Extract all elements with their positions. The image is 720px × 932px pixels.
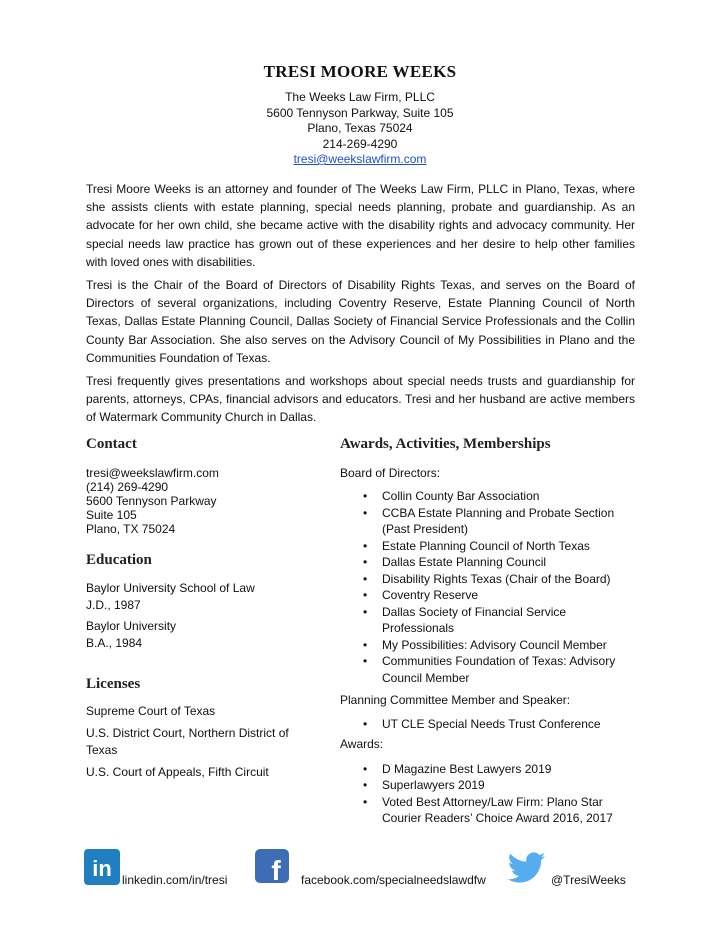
board-list [340, 488, 640, 686]
page-title: TRESI MOORE WEEKS [263, 62, 457, 81]
phone-number: 214-269-4290 [322, 136, 398, 151]
right-column [340, 436, 640, 827]
bio-paragraph: Tresi frequently gives presentations and workshops about special needs trusts and guardianship for parents, attorneys, CPAs, financial advisors and educators. Tresi and her husband are active members of Watermark Community Church in Dallas. [86, 374, 635, 425]
list-item: • CCBA Estate Planning and Probate Section (Past President) [340, 505, 640, 538]
license-item: Supreme Court of Texas [86, 704, 216, 718]
linkedin-link[interactable]: linkedin.com/in/tresi [122, 873, 228, 887]
contact-suite: Suite 105 [86, 508, 137, 522]
header [0, 62, 720, 168]
contact-phone: (214) 269-4290 [86, 480, 169, 494]
twitter-handle[interactable]: @TresiWeeks [551, 873, 626, 887]
contact-city: Plano, TX 75024 [86, 522, 176, 536]
list-item: • Communities Foundation of Texas: Advisory Council Member [340, 653, 640, 686]
facebook-logo-text: f [271, 855, 281, 883]
education-heading: Education [86, 552, 152, 568]
contact-heading: Contact [86, 436, 137, 452]
list-item: • UT CLE Special Needs Trust Conference [340, 716, 640, 733]
list-item: • Dallas Society of Financial Service Professionals [340, 604, 640, 637]
license-item: U.S. District Court, Northern District of Texas [86, 726, 289, 757]
list-item: • Disability Rights Texas (Chair of the Board) [340, 571, 640, 588]
email-link[interactable]: tresi@weekslawfirm.com [293, 152, 427, 166]
twitter-icon[interactable] [508, 852, 546, 884]
board-label: Board of Directors: [340, 466, 441, 480]
list-item: • Voted Best Attorney/Law Firm: Plano Star Courier Readers’ Choice Award 2016, 2017 [340, 794, 640, 827]
list-item: • Superlawyers 2019 [340, 777, 640, 794]
linkedin-logo-text: in [92, 856, 112, 881]
linkedin-icon[interactable] [84, 849, 120, 885]
facebook-icon[interactable] [255, 849, 289, 883]
left-column [86, 436, 316, 781]
list-item: • D Magazine Best Lawyers 2019 [340, 761, 640, 778]
bio-paragraph: Tresi is the Chair of the Board of Directors of Disability Rights Texas, and serves on the Board of Directors of several organizations, including Coventry Reserve, Estate Planning Council of North Texas, Dallas Estate Planning Council, Dallas Society of Financial Service Professionals and the Collin County Bar Association. She also serves on the Advisory Council of My Possibilities in Plano and the Communities Foundation of Texas. [86, 278, 635, 365]
list-item: • Dallas Estate Planning Council [340, 554, 640, 571]
city-state: Plano, Texas 75024 [307, 121, 413, 135]
list-item: • Estate Planning Council of North Texas [340, 538, 640, 555]
education-degree: J.D., 1987 [86, 598, 141, 612]
contact-street: 5600 Tennyson Parkway [86, 494, 217, 508]
list-item: • Collin County Bar Association [340, 488, 640, 505]
firm-name: The Weeks Law Firm, PLLC [285, 90, 435, 104]
list-item: • Coventry Reserve [340, 587, 640, 604]
awards-label: Awards: [340, 736, 384, 751]
licenses-heading: Licenses [86, 676, 141, 692]
bio-paragraph: Tresi Moore Weeks is an attorney and founder of The Weeks Law Firm, PLLC in Plano, Texas, where she assists clients with estate planning, special needs planning, probate and guardianship. As an advocate for her own child, she became active with the disability rights and advocacy community. Her special needs law practice has grown out of these experiences and her desire to help other families with loved ones with disabilities. [86, 182, 635, 269]
list-item: • My Possibilities: Advisory Council Member [340, 637, 640, 654]
planning-label: Planning Committee Member and Speaker: [340, 693, 571, 707]
twitter-bird-shape [508, 852, 545, 882]
biography [86, 180, 635, 432]
license-item: U.S. Court of Appeals, Fifth Circuit [86, 765, 269, 779]
education-degree: B.A., 1984 [86, 636, 143, 650]
planning-list [340, 716, 640, 733]
education-school: Baylor University School of Law [86, 581, 255, 595]
street-address: 5600 Tennyson Parkway, Suite 105 [266, 105, 454, 120]
education-school: Baylor University [86, 619, 177, 633]
facebook-link[interactable]: facebook.com/specialneedslawdfw [301, 873, 486, 887]
award-list [340, 761, 640, 827]
contact-email: tresi@weekslawfirm.com [86, 466, 219, 480]
awards-heading: Awards, Activities, Memberships [340, 436, 551, 452]
